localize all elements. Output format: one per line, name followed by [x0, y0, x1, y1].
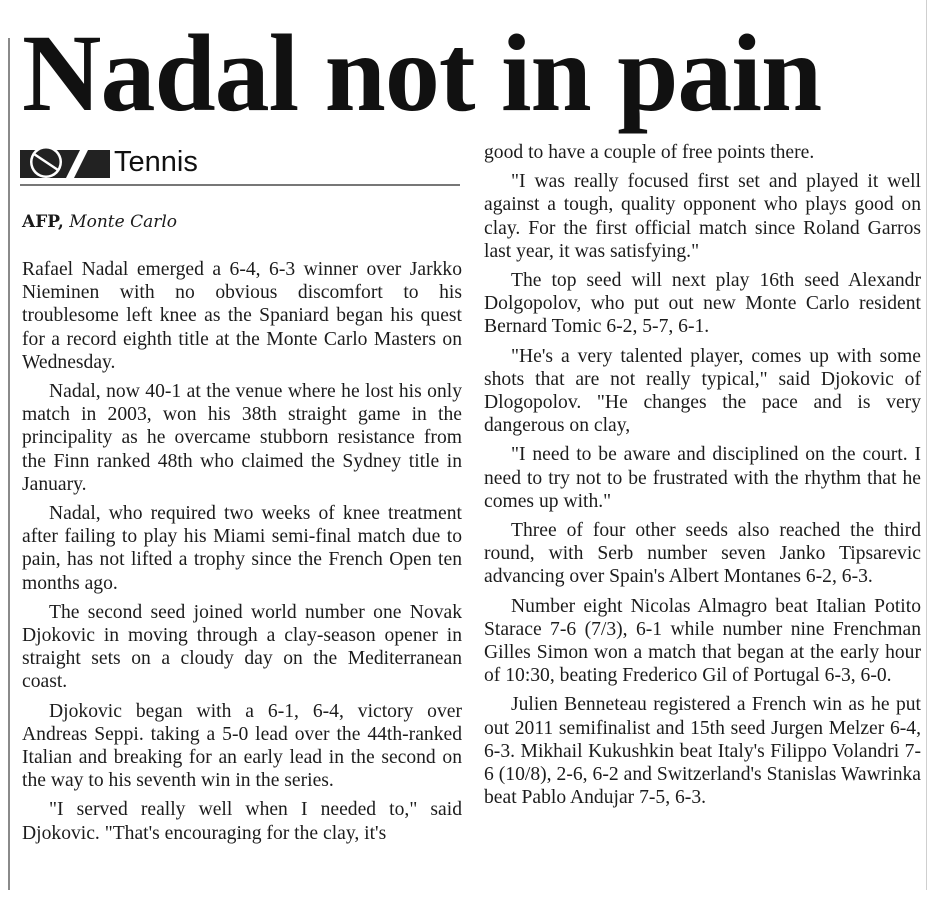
paragraph: Nadal, who required two weeks of knee treatment after failing to play his Miami semi-final match due to pain, has not lifted a trophy since the French Open ten months ago. — [22, 503, 462, 594]
column-rule — [8, 38, 10, 890]
section-kicker — [20, 140, 198, 184]
article-column-right — [484, 141, 921, 815]
paragraph: "I was really focused first set and played it well against a tough, quality opponent who plays good on clay. For the first official match since Roland Garros last year, it was satisfying." — [484, 171, 921, 262]
paragraph: Nadal, now 40-1 at the venue where he lost his only match in 2003, won his 38th straight game in the principality as he overcame stubborn resistance from the Finn ranked 48th who claimed the Sydney title in January. — [22, 381, 462, 495]
paragraph: good to have a couple of free points there. — [484, 142, 815, 163]
paragraph: "I served really well when I needed to," said Djokovic. "That's encouraging for the clay, it's — [22, 799, 462, 844]
tennis-ball-icon — [20, 142, 110, 182]
paragraph: The second seed joined world number one Novak Djokovic in moving through a clay-season opener in straight sets on a cloudy day on the Mediterranean coast. — [22, 601, 462, 693]
article-column-left — [22, 258, 462, 851]
headline: Nadal not in pain — [22, 12, 822, 134]
paragraph: The top seed will next play 16th seed Alexandr Dolgopolov, who put out new Monte Carlo resident Bernard Tomic 6-2, 5-7, 6-1. — [484, 270, 921, 338]
page-edge-rule — [926, 0, 927, 890]
paragraph: Rafael Nadal emerged a 6-4, 6-3 winner over Jarkko Nieminen with no obvious discomfort to his troublesome left knee as the Spaniard began his quest for a record eighth title at the Monte Carlo Masters on Wednesday. — [22, 259, 462, 373]
paragraph: Julien Benneteau registered a French win as he put out 2011 semifinalist and 15th seed Jurgen Melzer 6-4, 6-3. Mikhail Kukushkin beat Italy's Filippo Volandri 7-6 (10/8), 2-6, 6-2 and Switzerland's Stanislas Wawrinka beat Pablo Andujar 7-5, 6-3. — [484, 694, 921, 809]
byline-location: Monte Carlo — [69, 212, 178, 232]
byline-agency: AFP, — [22, 212, 64, 232]
paragraph: "He's a very talented player, comes up with some shots that are not really typical," said Djokovic of Dlogopolov. "He changes the pace and is very dangerous on clay, — [484, 345, 921, 437]
paragraph: Three of four other seeds also reached the third round, with Serb number seven Janko Tipsarevic advancing over Spain's Albert Montanes 6-2, 6-3. — [484, 520, 921, 588]
paragraph: "I need to be aware and disciplined on the court. I need to try not to be frustrated with the rhythm that he comes up with." — [484, 444, 921, 512]
section-label: Tennis — [114, 145, 198, 178]
section-underline — [20, 184, 460, 186]
paragraph: Number eight Nicolas Almagro beat Italian Potito Starace 7-6 (7/3), 6-1 while number nine Frenchman Gilles Simon won a match that began at the early hour of 10:30, beating Frederico Gil of Portugal 6-3, 6-0. — [484, 595, 921, 687]
paragraph: Djokovic began with a 6-1, 6-4, victory over Andreas Seppi. taking a 5-0 lead over the 44th-ranked Italian and breaking for an early lead in the second on the way to his seventh win in the series. — [22, 700, 462, 792]
byline — [22, 212, 177, 232]
